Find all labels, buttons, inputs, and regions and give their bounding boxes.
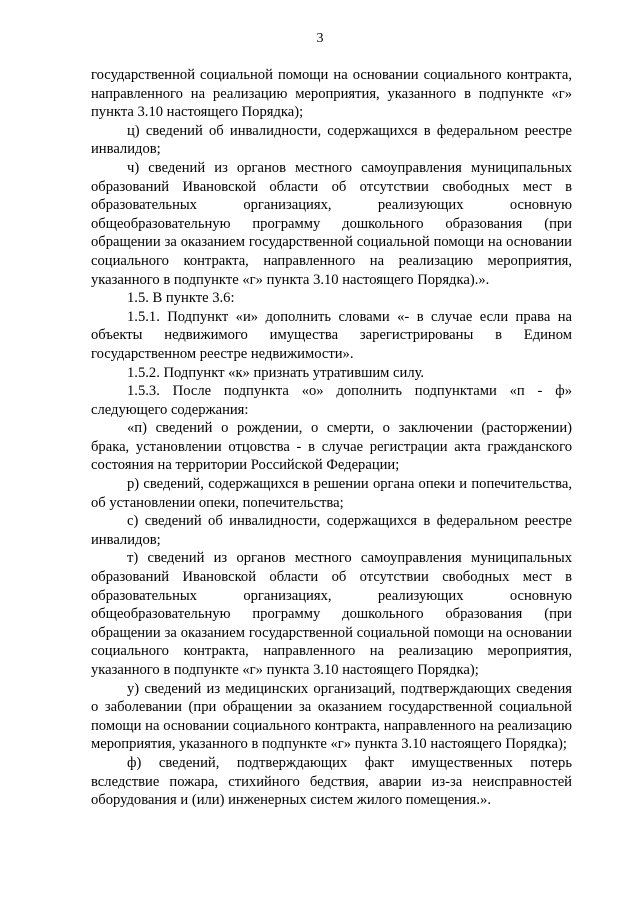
paragraph-item-s: с) сведений об инвалидности, содержащихся в федеральном реестре инвалидов;: [91, 513, 572, 548]
paragraph-item-p: «п) сведений о рождении, о смерти, о заключении (расторжении) брака, установлении отцовства - в случае регистрации акта гражданского состояния на территории Российской Федерации;: [91, 420, 572, 474]
paragraph-item-ch: ч) сведений из органов местного самоуправления муниципальных образований Ивановской области об отсутствии свободных мест в образовательных организациях, реализующих основную общеобразовательную программу дошкольного образования (при обращении за оказанием государственной социальной помощи на основании социального контракта, направленного на реализацию мероприятия, указанного в подпункте «г» пункта 3.10 настоящего Порядка).».: [91, 159, 572, 288]
paragraph-continuation: государственной социальной помощи на основании социального контракта, направленного на реализацию мероприятия, указанного в подпункте «г» пункта 3.10 настоящего Порядка);: [91, 67, 572, 121]
paragraph-item-ts: ц) сведений об инвалидности, содержащихся в федеральном реестре инвалидов;: [91, 122, 572, 158]
paragraph-item-r: р) сведений, содержащихся в решении органа опеки и попечительства, об установлении опеки, попечительства;: [91, 476, 572, 511]
paragraph-section-1-5-2: 1.5.2. Подпункт «к» признать утратившим силу.: [127, 364, 425, 381]
paragraph-item-u: у) сведений из медицинских организаций, подтверждающих сведения о заболевании (при обращении за оказанием государственной социальной помощи на основании социального контракта, направленного на реализацию мероприятия, указанного в подпункте «г» пункта 3.10 настоящего Порядка);: [91, 680, 572, 753]
paragraph-section-1-5: 1.5. В пункте 3.6:: [127, 290, 235, 307]
paragraph-item-f: ф) сведений, подтверждающих факт имущественных потерь вследствие пожара, стихийного бедствия, аварии из-за неисправностей оборудования и (или) инженерных систем жилого помещения.».: [91, 754, 572, 809]
document-body: [91, 66, 572, 810]
page-number: 3: [316, 31, 324, 46]
paragraph-section-1-5-1: 1.5.1. Подпункт «и» дополнить словами «- в случае если права на объекты недвижимого имущества зарегистрированы в Едином государственном реестре недвижимости».: [91, 308, 572, 362]
paragraph-item-t: т) сведений из органов местного самоуправления муниципальных образований Ивановской области об отсутствии свободных мест в образовательных организациях, реализующих основную общеобразовательную программу дошкольного образования (при обращении за оказанием государственной социальной помощи на основании социального контракта, направленного на реализацию мероприятия, указанного в подпункте «г» пункта 3.10 настоящего Порядка);: [91, 550, 572, 678]
paragraph-section-1-5-3: 1.5.3. После подпункта «о» дополнить подпунктами «п - ф» следующего содержания:: [91, 383, 572, 418]
